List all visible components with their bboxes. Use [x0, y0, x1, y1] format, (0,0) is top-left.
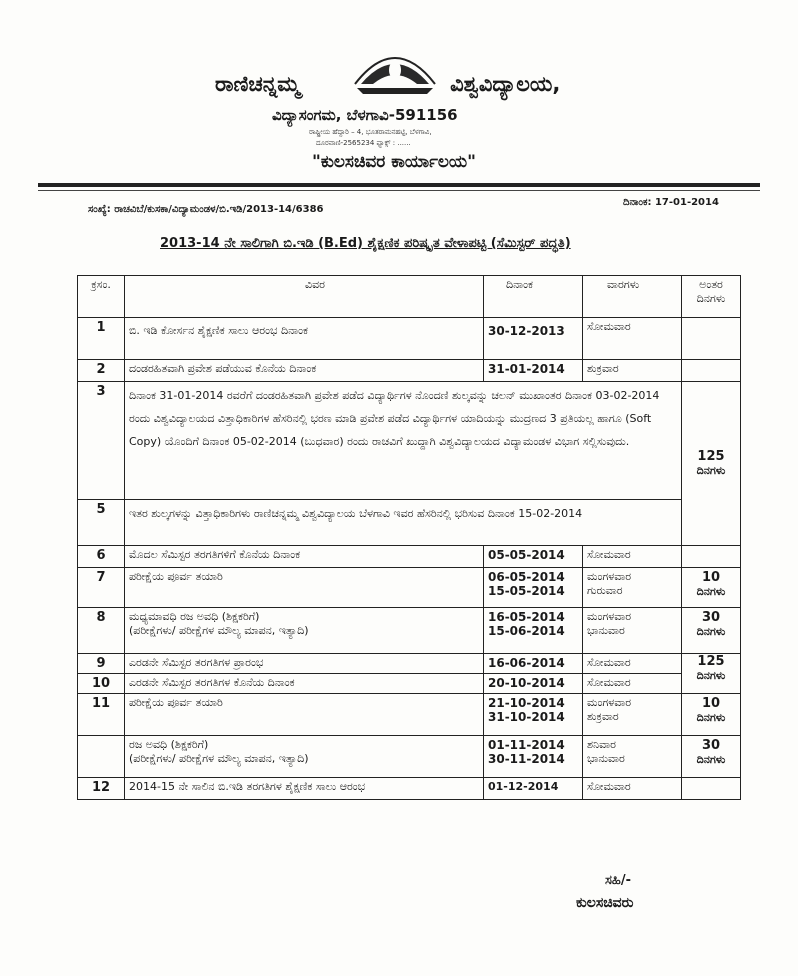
interval-unit: ದಿನಗಳು — [696, 585, 726, 598]
row-date: 01-12-2014 — [484, 778, 583, 800]
row-details: ಪರೀಕ್ಷೆಯ ಪೂರ್ವ ತಯಾರಿ — [125, 694, 484, 736]
row-day-end: ಗುರುವಾರ — [587, 584, 623, 597]
row-day-start: ಮಂಗಳವಾರ — [587, 610, 632, 623]
row-day: ಸೋಮವಾರ — [583, 546, 682, 568]
contact-line-2: ದೂರವಾಣಿ-2565234 ಫ್ಯಾಕ್ಸ್ : ...... — [316, 139, 411, 147]
interval-unit: ದಿನಗಳು — [696, 753, 726, 766]
row-sn: 12 — [78, 778, 125, 800]
row-day: ಸೋಮವಾರ — [583, 674, 682, 694]
signature-mark: ಸಹಿ/- — [605, 873, 631, 888]
table-header-row — [78, 276, 741, 318]
signature-designation: ಕುಲಸಚಿವರು — [576, 895, 634, 911]
row-date-start: 16-05-2014 — [488, 610, 565, 624]
table-row — [78, 674, 741, 694]
row-sn: 3 — [78, 382, 125, 500]
table-row — [78, 778, 741, 800]
row-details: ದಿನಾಂಕ 31-01-2014 ರವರೆಗೆ ದಂಡರಹಿತವಾಗಿ ಪ್ರವೇಶ ಪಡೆದ ವಿದ್ಯಾರ್ಥಿಗಳ ನೊಂದಣಿ ಶುಲ್ಕವನ್ನು ಚಲನ್ ಮುಖಾಂತರ ದಿನಾಂಕ 03-02-2014 ರಂದು ವಿಶ್ವವಿದ್ಯಾಲಯದ ವಿತ್ತಾಧಿಕಾರಿಗಳ ಹೆಸರಿನಲ್ಲಿ ಭರಣ ಮಾಡಿ ಪ್ರವೇಶ ಪಡೆದ ವಿದ್ಯಾರ್ಥಿಗಳ ಯಾದಿಯನ್ನು ಮುದ್ರಣದ 3 ಪ್ರತಿಯಲ್ಲ ಹಾಗೂ (Soft Copy) ಯೊಂದಿಗೆ ದಿನಾಂಕ 05-02-2014 (ಬುಧವಾರ) ರಂದು ರಾಚವಿಗೆ ಖುದ್ದಾಗಿ ವಿಶ್ವವಿದ್ಯಾಲಯದ ವಿದ್ಯಾಮಂಡಳ ವಿಭಾಗ ಸಲ್ಲಿಸುವುದು. — [125, 382, 682, 500]
row-sn: 8 — [78, 608, 125, 654]
table-row — [78, 608, 741, 654]
row-day-start: ಮಂಗಳವಾರ — [587, 570, 632, 583]
row-date: 31-01-2014 — [484, 360, 583, 382]
schedule-table — [77, 275, 741, 800]
table-row — [78, 568, 741, 608]
university-address: ವಿದ್ಯಾಸಂಗಮ, ಬೆಳಗಾವಿ-591156 — [272, 106, 458, 124]
row-details: ಮೊದಲ ಸೆಮಿಸ್ಟರ ತರಗತಿಗಳಿಗೆ ಕೊನೆಯ ದಿನಾಂಕ — [125, 546, 484, 568]
schedule-heading: 2013-14 ನೇ ಸಾಲಿಗಾಗಿ ಬಿ.ಇಡಿ (B.Ed) ಶೈಕ್ಷಣಿಕ ಪರಿಷ್ಕೃತ ವೇಳಾಪಟ್ಟಿ (ಸೆಮಿಸ್ಟರ್ ಪದ್ಧತಿ) — [160, 236, 571, 251]
row-details: 2014-15 ನೇ ಸಾಲಿನ ಬಿ.ಇಡಿ ತರಗತಿಗಳ ಶೈಕ್ಷಣಿಕ ಸಾಲು ಆರಂಭ — [125, 778, 484, 800]
table-row — [78, 654, 741, 674]
row-details: ದಂಡರಹಿತವಾಗಿ ಪ್ರವೇಶ ಪಡೆಯುವ ಕೊನೆಯ ದಿನಾಂಕ — [125, 360, 484, 382]
row-day-start: ಶನಿವಾರ — [587, 738, 616, 751]
row-date-end: 30-11-2014 — [488, 752, 565, 766]
row-sn: 5 — [78, 500, 125, 546]
document-date: ದಿನಾಂಕ: 17-01-2014 — [623, 197, 719, 208]
interval-span-125 — [682, 382, 741, 546]
row-date-start: 01-11-2014 — [488, 738, 565, 752]
table-row — [78, 694, 741, 736]
registrar-office-title: "ಕುಲಸಚಿವರ ಕಾರ್ಯಾಲಯ" — [312, 152, 476, 172]
row-details: ರಜ ಅವಧಿ (ಶಿಕ್ಷಕರಿಗೆ) — [129, 738, 209, 751]
row-details: ಮಧ್ಯಮಾವಧಿ ರಜ ಅವಧಿ (ಶಿಕ್ಷಕರಿಗೆ) — [129, 610, 260, 623]
row-sn: 7 — [78, 568, 125, 608]
interval-value: 10 — [701, 570, 721, 585]
header-rule — [38, 183, 760, 187]
row-sn — [78, 736, 125, 778]
interval-value: 125 — [697, 449, 725, 464]
row-sn: 1 — [78, 318, 125, 360]
row-date-end: 31-10-2014 — [488, 710, 565, 724]
row-date: 16-06-2014 — [484, 654, 583, 674]
row-date: 30-12-2013 — [484, 318, 583, 360]
header-date: ದಿನಾಂಕ — [484, 276, 583, 318]
row-day-start: ಮಂಗಳವಾರ — [587, 696, 632, 709]
row-details: ಎರಡನೇ ಸೆಮಿಸ್ಟರ ತರಗತಿಗಳ ಪ್ರಾರಂಭ — [125, 654, 484, 674]
interval-unit: ದಿನಗಳು — [696, 711, 726, 724]
row-day: ಶುಕ್ರವಾರ — [583, 360, 682, 382]
row-day: ಸೋಮವಾರ — [583, 654, 682, 674]
interval-value: 30 — [701, 738, 721, 753]
row-details-sub: (ಪರೀಕ್ಷೆಗಳು/ ಪರೀಕ್ಷೆಗಳ ಮೌಲ್ಯ ಮಾಪನ, ಇತ್ಯಾದಿ) — [129, 752, 309, 765]
row-details: ಎರಡನೇ ಸೆಮಿಸ್ಟರ ತರಗತಿಗಳ ಕೊನೆಯ ದಿನಾಂಕ — [125, 674, 484, 694]
table-row — [78, 360, 741, 382]
row-day: ಸೋಮವಾರ — [583, 318, 682, 360]
reference-number: ಸಂಖ್ಯೆ: ರಾಚವಿಬೆ/ಕುಸಕಾ/ವಿದ್ಯಾಮಂಡಳ/ಬಿ.ಇಡಿ/2013-14/6386 — [88, 204, 324, 215]
row-date-start: 21-10-2014 — [488, 696, 565, 710]
row-details: ಇತರ ಶುಲ್ಕಗಳನ್ನು ವಿತ್ತಾಧಿಕಾರಿಗಳು ರಾಣಿಚನ್ನಮ್ಮ ವಿಶ್ವವಿದ್ಯಾಲಯ ಬೆಳಗಾವಿ ಇವರ ಹೆಸರಿನಲ್ಲಿ ಭರಿಸುವ ದಿನಾಂಕ 15-02-2014 — [125, 500, 682, 546]
row-day: ಸೋಮವಾರ — [583, 778, 682, 800]
row-details: ಬಿ. ಇಡಿ ಕೋರ್ಸನ ಶೈಕ್ಷಣಿಕ ಸಾಲು ಆರಂಭ ದಿನಾಂಕ — [125, 318, 484, 360]
row-sn: 9 — [78, 654, 125, 674]
header-details: ವಿವರ — [125, 276, 484, 318]
row-date-end: 15-05-2014 — [488, 584, 565, 598]
header-sn: ಕ್ರಸಂ. — [78, 276, 125, 318]
university-name-right: ವಿಶ್ವವಿದ್ಯಾಲಯ, — [450, 72, 561, 96]
header-rule-thin — [38, 190, 760, 191]
row-details-sub: (ಪರೀಕ್ಷೆಗಳು/ ಪರೀಕ್ಷೆಗಳ ಮೌಲ್ಯ ಮಾಪನ, ಇತ್ಯಾದಿ) — [129, 624, 309, 637]
header-day: ವಾರಗಳು — [583, 276, 682, 318]
row-date-start: 06-05-2014 — [488, 570, 565, 584]
interval-span-125 — [682, 654, 741, 694]
interval-unit: ದಿನಗಳು — [696, 464, 726, 477]
header-interval: ಅಂತರ ದಿನಗಳು — [682, 276, 741, 318]
row-details: ಪರೀಕ್ಷೆಯ ಪೂರ್ವ ತಯಾರಿ — [125, 568, 484, 608]
table-row — [78, 318, 741, 360]
row-day-end: ಶುಕ್ರವಾರ — [587, 710, 619, 723]
university-name-left: ರಾಣಿಚನ್ನಮ್ಮ — [215, 72, 301, 96]
table-row — [78, 500, 741, 546]
row-date: 05-05-2014 — [484, 546, 583, 568]
row-sn: 2 — [78, 360, 125, 382]
interval-unit: ದಿನಗಳು — [696, 669, 726, 682]
interval-value: 10 — [701, 696, 721, 711]
row-sn: 10 — [78, 674, 125, 694]
row-sn: 6 — [78, 546, 125, 568]
row-day-end: ಭಾನುವಾರ — [587, 624, 625, 637]
interval-value: 30 — [701, 610, 721, 625]
row-date-end: 15-06-2014 — [488, 624, 565, 638]
table-row — [78, 546, 741, 568]
interval-value: 125 — [697, 654, 725, 669]
row-day-end: ಭಾನುವಾರ — [587, 752, 625, 765]
row-sn: 11 — [78, 694, 125, 736]
table-row — [78, 382, 741, 500]
contact-line-1: ರಾಷ್ಟ್ರೀಯ ಹೆದ್ದಾರಿ – 4, ಭೂತರಾಮನಹಟ್ಟಿ, ಬೆಳಗಾವಿ, — [309, 128, 432, 136]
interval-unit: ದಿನಗಳು — [696, 625, 726, 638]
row-date: 20-10-2014 — [484, 674, 583, 694]
table-row — [78, 736, 741, 778]
